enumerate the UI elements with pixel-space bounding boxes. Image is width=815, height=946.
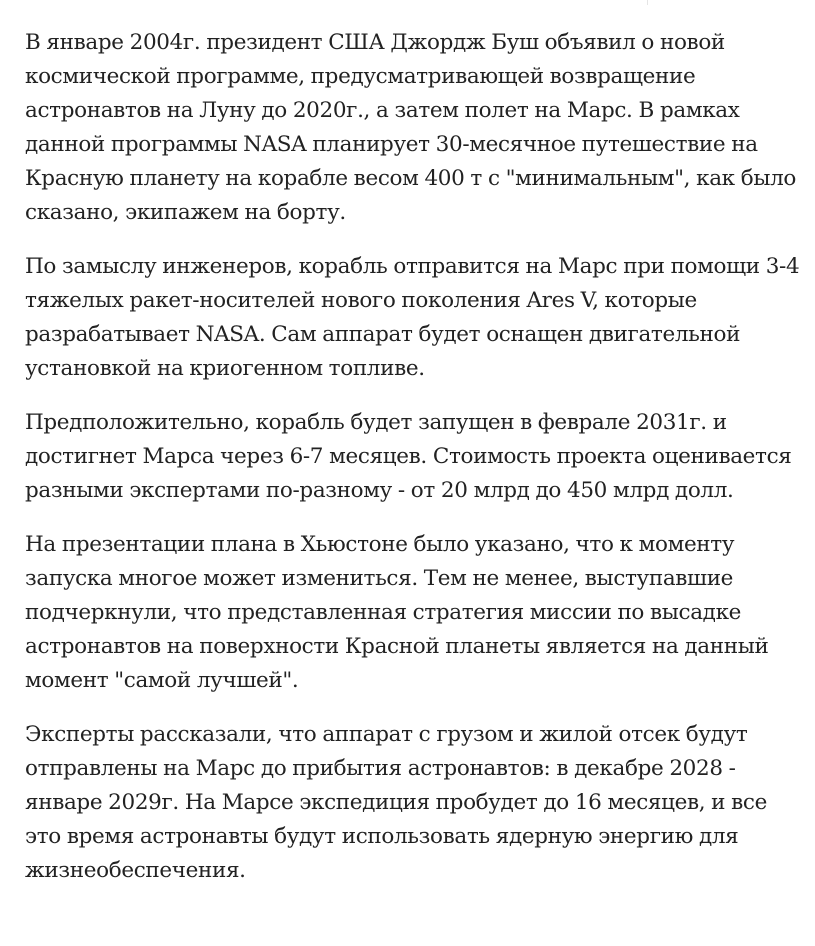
article-paragraph-1: В январе 2004г. президент США Джордж Буш объявил о новой космической программе, предусматривающей возвращение астронавтов на Луну до 2020г., а затем полет на Марс. В рамках данной программы NASA планирует 30-месячное путешествие на Красную планету на корабле весом 400 т с "минимальным", как было сказано, экипажем на борту. bbox=[25, 30, 796, 225]
article-paragraph-4: На презентации плана в Хьюстоне было указано, что к моменту запуска многое может измениться. Тем не менее, выступавшие подчеркнули, что представленная стратегия миссии по высадке астронавтов на поверхности Красной планеты является на данный момент "самой лучшей". bbox=[25, 532, 769, 693]
article-body bbox=[25, 26, 800, 888]
article-paragraph-2: По замыслу инженеров, корабль отправится на Марс при помощи 3-4 тяжелых ракет-носителей нового поколения Ares V, которые разрабатывает NASA. Сам аппарат будет оснащен двигательной установкой на криогенном топливе. bbox=[25, 254, 800, 381]
article-paragraph-5: Эксперты рассказали, что аппарат с грузом и жилой отсек будут отправлены на Марс до прибытия астронавтов: в декабре 2028 - январе 2029г. На Марсе экспедиция пробудет до 16 месяцев, и все это время астронавты будут использовать ядерную энергию для жизнеобеспечения. bbox=[25, 722, 767, 883]
top-divider bbox=[647, 0, 648, 5]
article-paragraph-3: Предположительно, корабль будет запущен в феврале 2031г. и достигнет Марса через 6-7 месяцев. Стоимость проекта оценивается разными экспертами по-разному - от 20 млрд до 450 млрд долл. bbox=[25, 410, 792, 503]
top-bar bbox=[0, 0, 815, 6]
